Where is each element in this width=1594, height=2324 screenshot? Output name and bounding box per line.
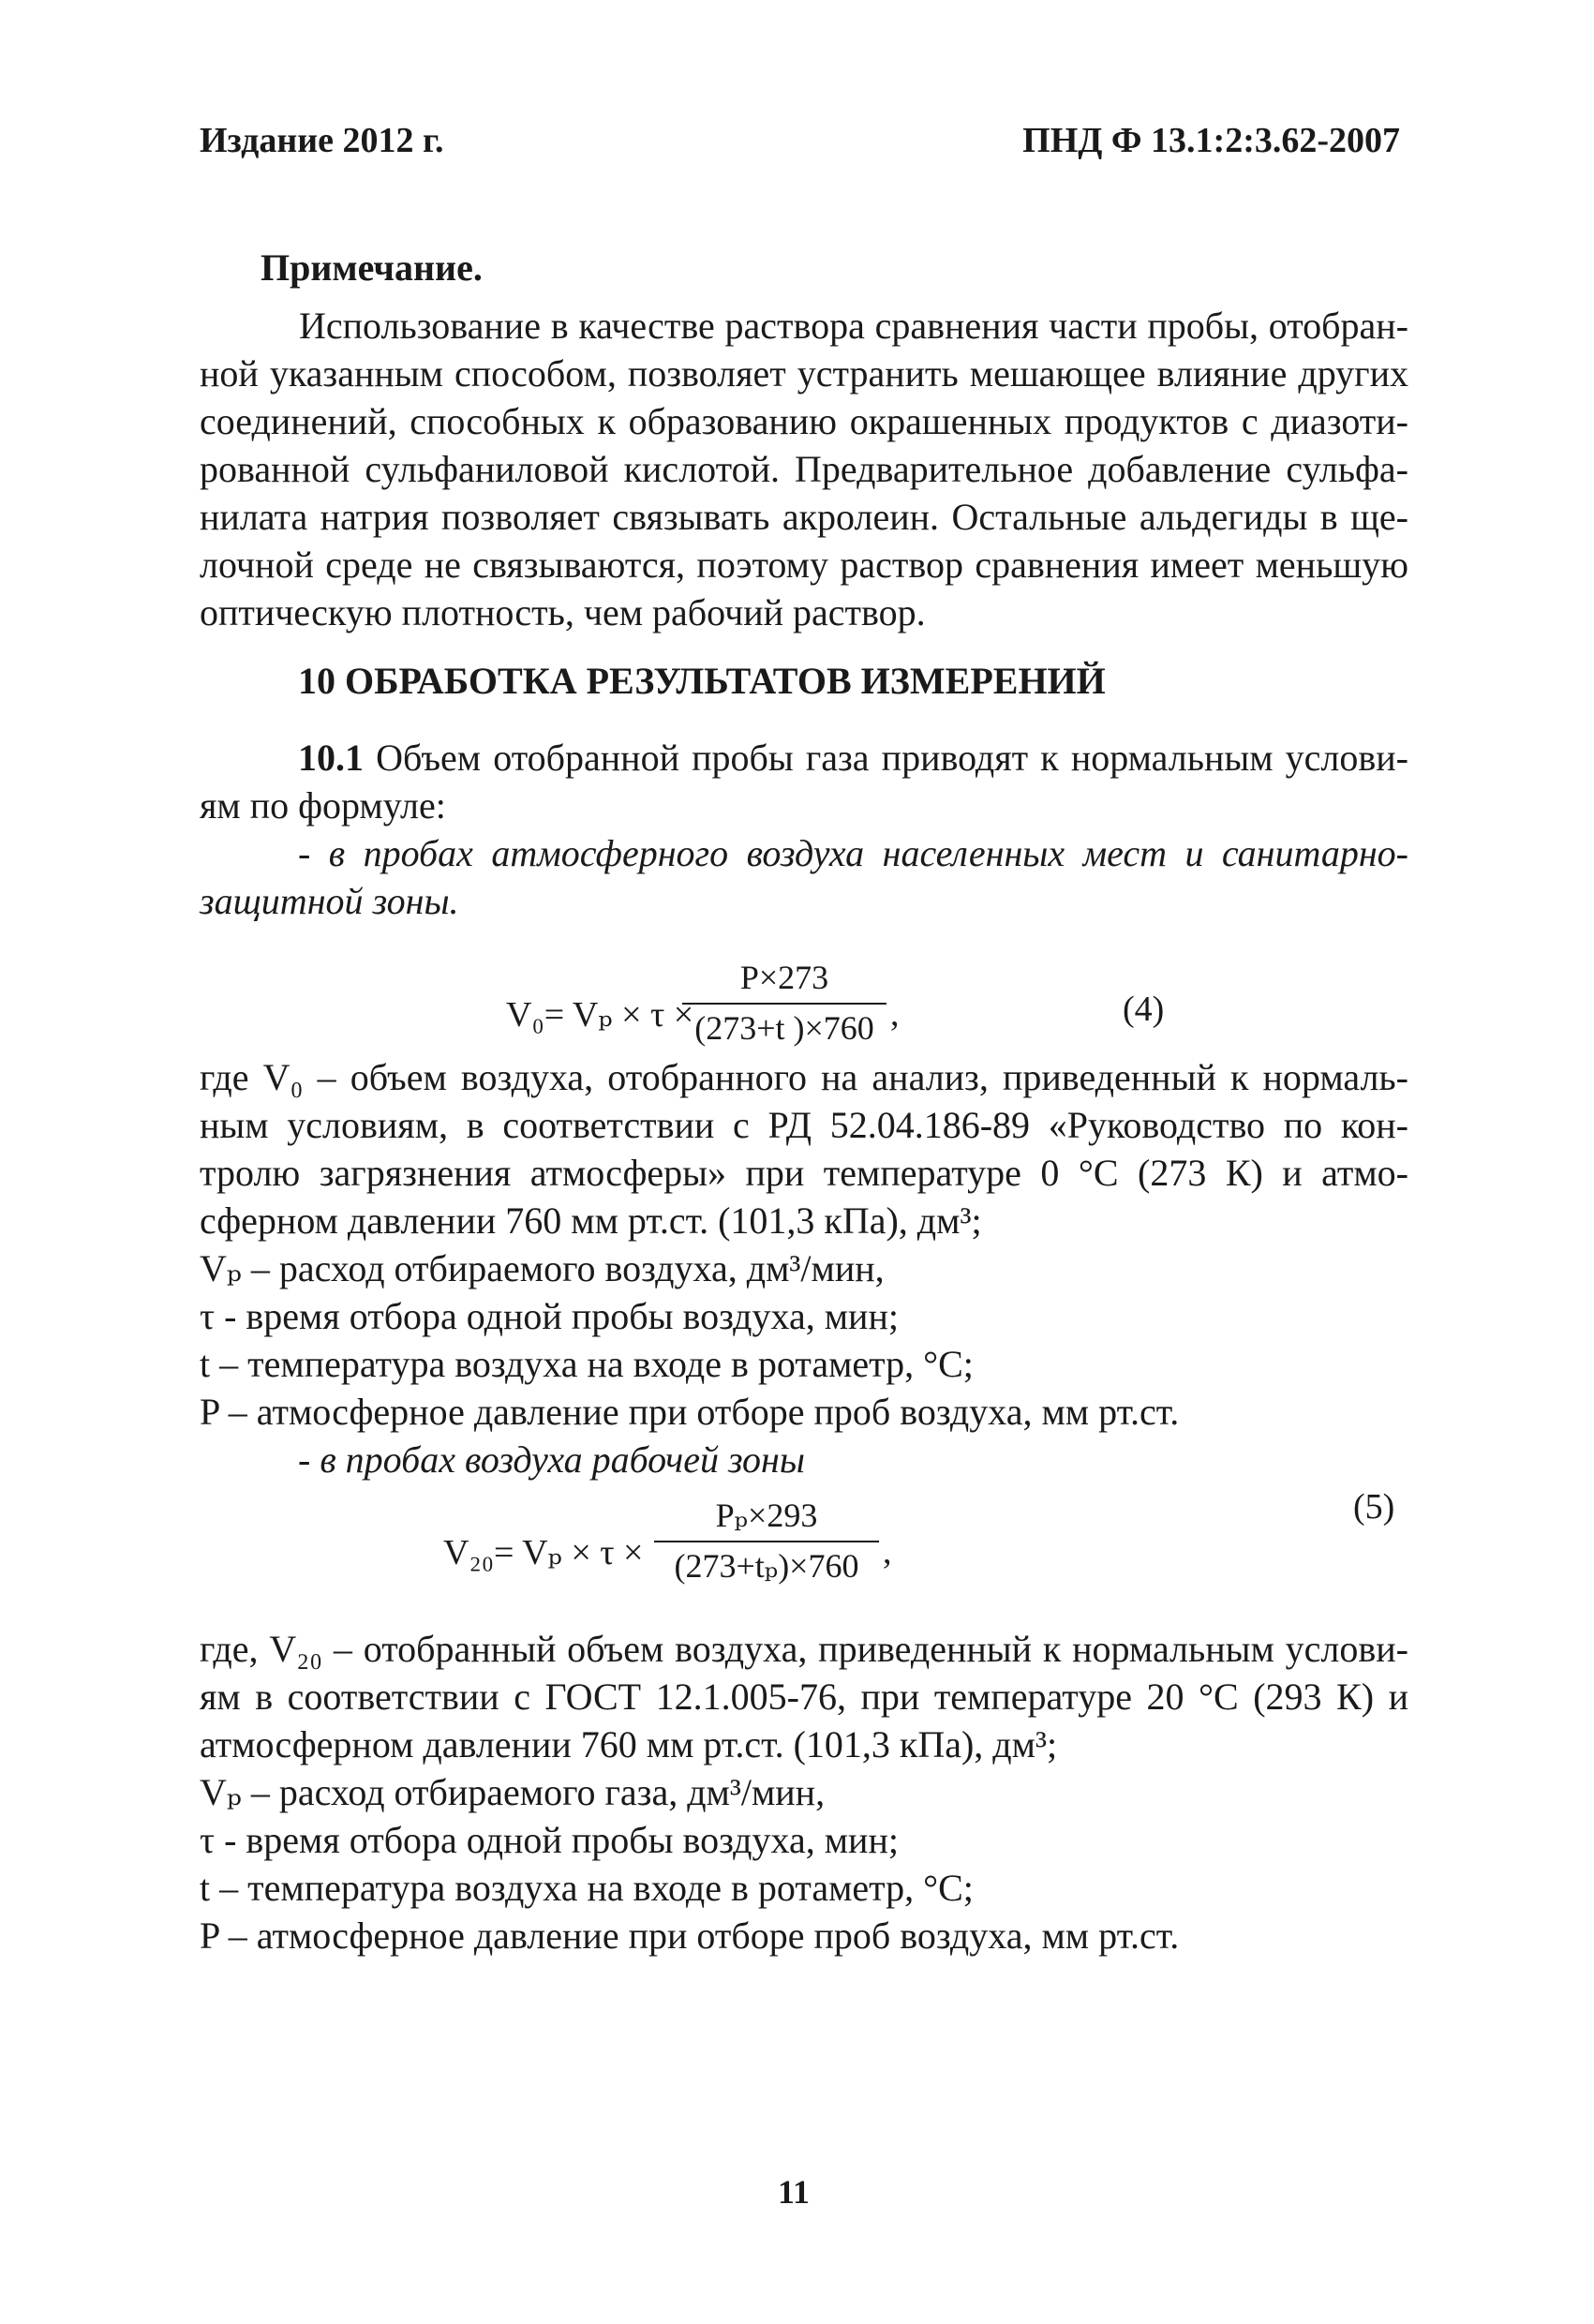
formula-5-denominator: (273+tₚ)×760 xyxy=(674,1547,859,1585)
formula-4-fraction-bar xyxy=(682,1003,886,1005)
where2-line-1: где, V₂₀ – отобранный объем воздуха, приведенный к нормальным услови- xyxy=(200,1628,1408,1670)
italic-subheading-workzone: - в пробах воздуха рабочей зоны xyxy=(298,1438,805,1481)
italic-subheading-atmospheric-cont: защитной зоны. xyxy=(200,880,459,922)
formula-5-comma: , xyxy=(883,1532,892,1572)
where2-line-7: P – атмосферное давление при отборе проб воздуха, мм рт.ст. xyxy=(200,1914,1180,1957)
where1-line-6: τ - время отбора одной пробы воздуха, мин; xyxy=(200,1295,899,1337)
where1-line-2: ным условиям, в соответствии с РД 52.04.186-89 «Руководство по кон- xyxy=(200,1104,1408,1146)
where1-line-8: P – атмосферное давление при отборе проб воздуха, мм рт.ст. xyxy=(200,1391,1180,1433)
where2-line-6: t – температура воздуха на входе в ротаметр, °С; xyxy=(200,1867,974,1909)
note-line-6: лочной среде не связываются, поэтому раствор сравнения имеет меньшую xyxy=(200,544,1408,586)
note-line-2: ной указанным способом, позволяет устранить мешающее влияние других xyxy=(200,352,1408,395)
where2-line-5: τ - время отбора одной пробы воздуха, мин; xyxy=(200,1819,899,1861)
where1-line-4: сферном давлении 760 мм рт.ст. (101,3 кПа), дм³; xyxy=(200,1199,982,1242)
italic-subheading-atmospheric: - в пробах атмосферного воздуха населенных мест и санитарно- xyxy=(298,832,1408,874)
where1-line-1: где V₀ – объем воздуха, отобранного на анализ, приведенный к нормаль- xyxy=(200,1056,1408,1098)
section-title: 10 ОБРАБОТКА РЕЗУЛЬТАТОВ ИЗМЕРЕНИЙ xyxy=(298,660,1106,702)
formula-4-number: (4) xyxy=(1123,990,1165,1029)
note-line-4: рованной сульфаниловой кислотой. Предварительное добавление сульфа- xyxy=(200,448,1408,490)
note-line-7: оптическую плотность, чем рабочий раствор. xyxy=(200,591,926,633)
edition-label: Издание 2012 г. xyxy=(200,121,444,160)
formula-5-lhs: V₂₀= Vₚ × τ × xyxy=(443,1533,644,1572)
document-code: ПНД Ф 13.1:2:3.62-2007 xyxy=(1022,121,1400,160)
where2-line-2: ям в соответствии с ГОСТ 12.1.005-76, при температуре 20 °С (293 К) и xyxy=(200,1676,1408,1718)
formula-5-fraction-bar xyxy=(654,1541,879,1542)
formula-4-numerator: P×273 xyxy=(739,959,829,996)
where1-line-5: Vₚ – расход отбираемого воздуха, дм³/мин, xyxy=(200,1247,885,1289)
paragraph-10-1-line-1: 10.1 Объем отобранной пробы газа приводят к нормальным услови- xyxy=(298,737,1409,779)
where1-line-7: t – температура воздуха на входе в ротаметр, °С; xyxy=(200,1343,974,1385)
formula-5-numerator: Pₚ×293 xyxy=(715,1497,818,1534)
where2-line-4: Vₚ – расход отбираемого газа, дм³/мин, xyxy=(200,1771,826,1813)
paragraph-10-1-line-2: ям по формуле: xyxy=(200,784,446,827)
page-number: 11 xyxy=(778,2173,811,2211)
formula-4-denominator: (273+t )×760 xyxy=(694,1009,874,1047)
where2-line-3: атмосферном давлении 760 мм рт.ст. (101,3 кПа), дм³; xyxy=(200,1723,1058,1765)
note-line-5: нилата натрия позволяет связывать акролеин. Остальные альдегиды в ще- xyxy=(200,496,1408,538)
note-line-3: соединений, способных к образованию окрашенных продуктов с диазоти- xyxy=(200,400,1408,442)
formula-4-lhs: V₀= Vₚ × τ × xyxy=(506,995,694,1035)
note-title: Примечание. xyxy=(261,246,483,289)
note-line-1: Использование в качестве раствора сравнения части пробы, отобран- xyxy=(299,305,1408,347)
formula-5-number: (5) xyxy=(1353,1487,1395,1527)
formula-4-comma: , xyxy=(890,994,900,1034)
paragraph-number: 10.1 xyxy=(298,737,364,779)
where1-line-3: тролю загрязнения атмосферы» при температуре 0 °С (273 К) и атмо- xyxy=(200,1152,1408,1194)
